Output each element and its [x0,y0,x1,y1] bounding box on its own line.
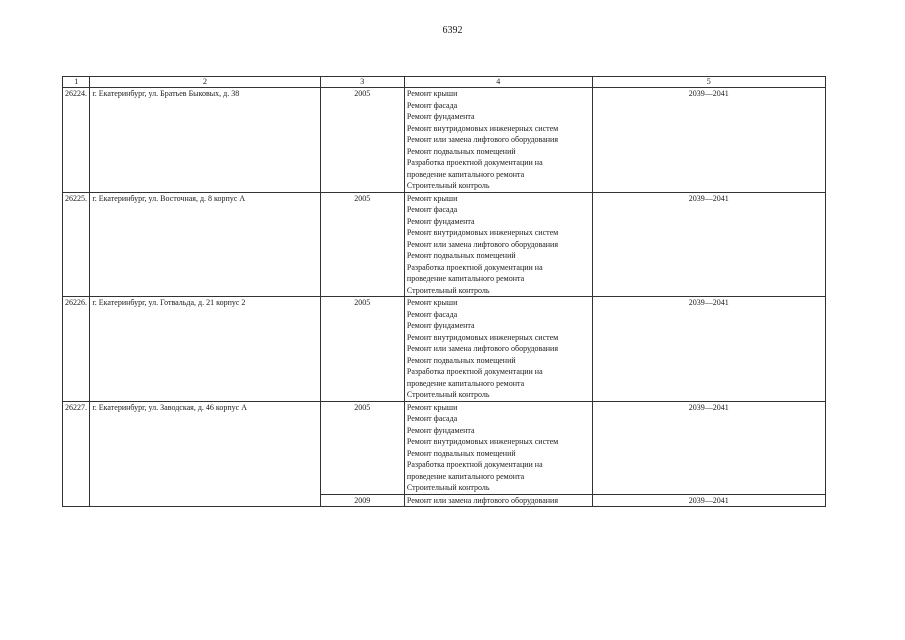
work-item: Ремонт крыши [406,89,458,98]
row-number: 26226. [63,297,90,402]
period-cell: 2039—2041 [592,192,825,297]
work-item: Ремонт подвальных помещений [406,355,516,365]
work-item: Ремонт внутридомовых инженерных систем [406,332,559,342]
year-cell: 2005 [320,401,404,494]
period-cell: 2039—2041 [592,297,825,402]
address-cell: г. Екатеринбург, ул. Заводская, д. 46 корпус А [90,401,320,507]
work-item: Ремонт подвальных помещений [406,146,516,156]
table-body [63,88,826,507]
period-cell: 2039—2041 [592,88,825,193]
period-cell: 2039—2041 [592,494,825,507]
work-item: Ремонт внутридомовых инженерных систем [406,437,559,446]
work-item: Ремонт подвальных помещений [406,448,516,458]
work-item: Ремонт или замена лифтового оборудования [406,344,558,353]
work-item: Разработка проектной документации на [406,262,543,272]
capital-repair-table [62,76,826,507]
work-item: проведение капитального ремонта [406,471,525,481]
work-item: Ремонт фундамента [406,216,475,226]
row-number: 26225. [63,192,90,297]
work-item: Ремонт фундамента [406,425,475,435]
work-item: Ремонт фундамента [406,112,475,121]
column-header: 4 [404,77,592,88]
work-item: Ремонт или замена лифтового оборудования [406,239,558,249]
year-cell: 2005 [320,297,404,402]
work-item: Ремонт фундамента [406,321,475,330]
column-header: 3 [320,77,404,88]
work-item: Ремонт фасада [406,100,458,110]
row-number: 26227. [63,401,90,507]
column-header: 5 [592,77,825,88]
work-item: Разработка проектной документации на [406,158,543,167]
works-cell [404,88,592,193]
address-cell: г. Екатеринбург, ул. Готвальда, д. 21 корпус 2 [90,297,320,402]
work-item: Строительный контроль [406,285,490,295]
address-cell: г. Екатеринбург, ул. Восточная, д. 8 корпус А [90,192,320,297]
year-cell: 2005 [320,88,404,193]
address-cell: г. Екатеринбург, ул. Братьев Быковых, д. 38 [90,88,320,193]
work-item: Ремонт внутридомовых инженерных систем [406,228,559,237]
page-number: 6392 [442,25,463,36]
work-item: проведение капитального ремонта [406,169,525,179]
table-row [63,297,826,402]
work-item: Строительный контроль [406,181,490,190]
year-cell: 2009 [320,494,404,507]
work-item: Ремонт подвальных помещений [406,251,516,260]
work-item: Строительный контроль [406,390,490,399]
header-row [63,77,826,88]
works-cell [404,494,592,507]
work-item: Ремонт крыши [406,193,458,203]
period-cell: 2039—2041 [592,401,825,494]
works-cell [404,192,592,297]
table-row [63,192,826,297]
work-item: Строительный контроль [406,483,490,492]
work-item: Ремонт внутридомовых инженерных систем [406,123,559,133]
works-cell [404,401,592,494]
work-item: Ремонт или замена лифтового оборудования [406,135,558,144]
table-row [63,401,826,494]
work-item: Разработка проектной документации на [406,460,543,469]
work-item: Ремонт фасада [406,309,458,319]
row-number: 26224. [63,88,90,193]
works-cell [404,297,592,402]
work-item: Разработка проектной документации на [406,367,543,376]
work-item: Ремонт фасада [406,205,458,214]
column-header: 1 [63,77,90,88]
work-item: Ремонт крыши [406,298,458,307]
table-row [63,88,826,193]
work-item: проведение капитального ремонта [406,274,525,283]
year-cell: 2005 [320,192,404,297]
column-header: 2 [90,77,320,88]
work-item: проведение капитального ремонта [406,378,525,388]
work-item: Ремонт крыши [406,402,458,412]
work-item: Ремонт фасада [406,414,458,423]
work-item: Ремонт или замена лифтового оборудования [406,495,558,505]
